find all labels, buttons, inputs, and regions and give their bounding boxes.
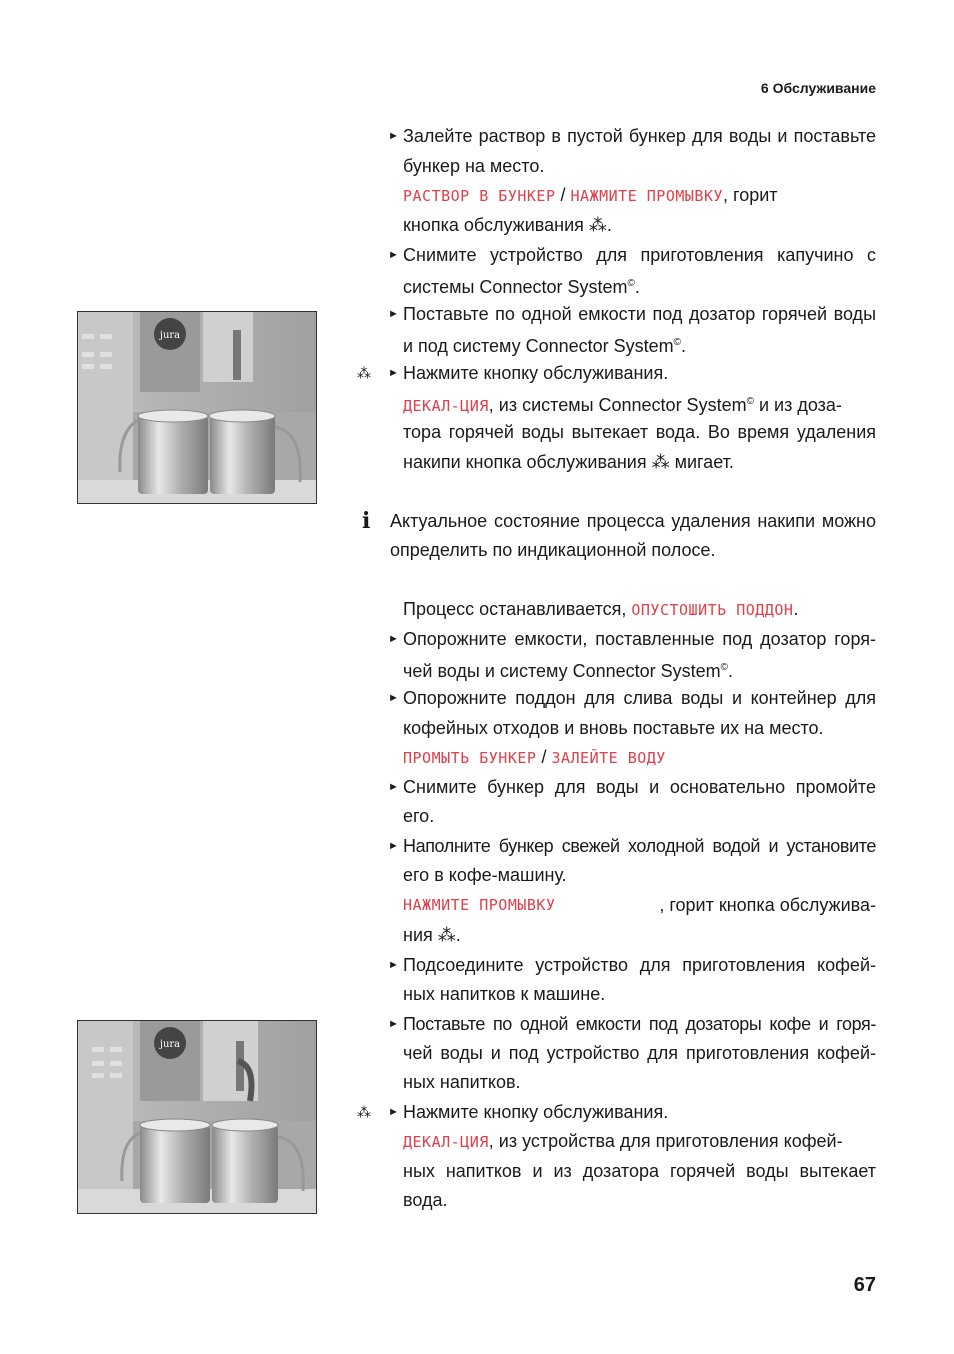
text: . [606, 215, 612, 235]
text: чей воды и систему Connector System [403, 661, 721, 681]
text-line: тора горячей воды вытекает вода. Во время удаления [403, 422, 876, 442]
text-line [403, 598, 876, 621]
bullet-icon: ► [388, 249, 399, 261]
section-header: 6 Обслуживание [760, 80, 876, 96]
text-line: ных напитков к машине. [403, 984, 606, 1004]
bullet-icon: ► [388, 959, 399, 971]
text-line [403, 924, 876, 946]
separator: / [555, 185, 571, 205]
text: и из доза- [753, 395, 842, 415]
service-icon: ⁂ [357, 1104, 371, 1120]
text: . [793, 599, 799, 619]
coffee-machine-figure-2 [77, 1020, 317, 1214]
display-message-line [403, 184, 876, 207]
coffee-machine-figure-1 [77, 311, 317, 504]
display-message-line [403, 1130, 876, 1153]
bullet-icon: ► [388, 692, 399, 704]
text-line [403, 332, 876, 357]
text: кнопка обслуживания [403, 215, 589, 235]
text: , из системы Connector System [488, 395, 747, 415]
text-line [403, 214, 876, 236]
display-message: ОПУСТОШИТЬ ПОДДОН [631, 601, 794, 619]
text-line: Снимите бункер для воды и основательно промойте [403, 777, 876, 797]
text-line: его в кофе-машину. [403, 865, 567, 885]
copyright-mark: © [627, 278, 635, 289]
text: , горит кнопка обслужива- [659, 895, 876, 915]
bullet-icon: ► [388, 781, 399, 793]
text-line [403, 451, 876, 473]
text-line: Залейте раствор в пустой бункер для воды и поставьте [403, 126, 876, 146]
jura-logo: jura [159, 1039, 181, 1050]
copyright-mark: © [746, 396, 754, 407]
display-message-line [403, 894, 876, 916]
text-line: Нажмите кнопку обслуживания. [403, 1102, 669, 1122]
text: . [728, 661, 734, 681]
display-message: ЗАЛЕЙТЕ ВОДУ [551, 749, 666, 767]
bullet-icon: ► [388, 840, 399, 852]
text-line: Опорожните поддон для слива воды и контейнер для [403, 688, 876, 708]
text-line: ных напитков. [403, 1072, 521, 1092]
copyright-mark: © [673, 337, 682, 348]
text: , из устройства для приготовления кофей- [488, 1131, 843, 1151]
jura-logo: jura [159, 330, 181, 341]
bullet-icon: ► [388, 130, 399, 142]
info-text-line: определить по индикационной полосе. [390, 540, 716, 560]
bullet-icon: ► [388, 633, 399, 645]
display-message-line [403, 391, 876, 417]
separator: / [536, 747, 552, 767]
text: . [681, 336, 687, 356]
text: мигает. [669, 452, 734, 472]
display-message: ДЕКАЛ-ЦИЯ [403, 1133, 489, 1151]
text-line: чей воды и под устройство для приготовления кофей- [403, 1043, 876, 1063]
text-line: ных напитков и из дозатора горячей воды вытекает [403, 1161, 876, 1181]
bullet-icon: ► [388, 1018, 399, 1030]
copyright-mark: © [720, 662, 729, 673]
service-icon: ⁂ [588, 215, 607, 235]
text-line [403, 657, 876, 682]
display-message: НАЖМИТЕ ПРОМЫВКУ [570, 187, 724, 205]
text: накипи кнопка обслуживания [403, 452, 652, 472]
text-line: кофейных отходов и вновь поставьте их на место. [403, 718, 824, 738]
service-icon: ⁂ [651, 452, 670, 472]
service-icon: ⁂ [437, 925, 456, 945]
page-number: 67 [853, 1274, 876, 1296]
info-icon: i [362, 508, 371, 534]
text-line: Наполните бункер свежей холодной водой и установите [403, 836, 876, 856]
display-message: НАЖМИТЕ ПРОМЫВКУ [403, 896, 556, 914]
text: . [455, 925, 461, 945]
bullet-icon: ► [388, 1106, 399, 1118]
text: . [634, 277, 640, 297]
display-message: РАСТВОР В БУНКЕР [403, 187, 556, 205]
display-message: ДЕКАЛ-ЦИЯ [403, 397, 489, 415]
text: системы Connector System [403, 277, 628, 297]
text-line: Поставьте по одной емкости под дозаторы кофе и горя- [403, 1014, 876, 1034]
text-line [403, 273, 876, 298]
text-line: Нажмите кнопку обслуживания. [403, 363, 669, 383]
service-icon: ⁂ [357, 365, 371, 381]
text-line: бункер на место. [403, 156, 545, 176]
text-line: Подсоедините устройство для приготовления кофей- [403, 955, 876, 975]
text-line: Снимите устройство для приготовления капучино с [403, 245, 876, 265]
display-message-line [403, 746, 876, 769]
text-line: вода. [403, 1190, 448, 1210]
display-message: ПРОМЫТЬ БУНКЕР [403, 749, 537, 767]
text: Процесс останавливается, [403, 599, 632, 619]
text-line: Поставьте по одной емкости под дозатор горячей воды [403, 304, 876, 324]
text-line: его. [403, 806, 435, 826]
bullet-icon: ► [388, 367, 399, 379]
bullet-icon: ► [388, 308, 399, 320]
text-line: Опорожните емкости, поставленные под дозатор горя- [403, 629, 876, 649]
text: ния [403, 925, 438, 945]
info-text-line: Актуальное состояние процесса удаления накипи можно [390, 511, 876, 531]
text: и под систему Connector System [403, 336, 674, 356]
text: , горит [723, 185, 778, 205]
